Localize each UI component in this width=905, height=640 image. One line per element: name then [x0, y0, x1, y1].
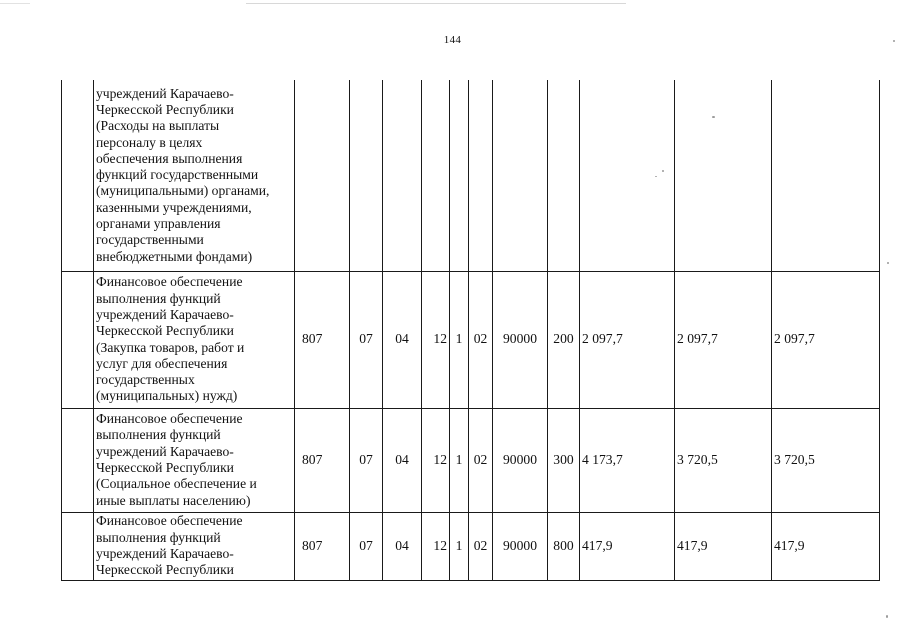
budget-table — [61, 80, 880, 581]
vr-cell: 300 — [548, 408, 580, 512]
table-row — [62, 512, 880, 580]
rz-cell: 07 — [350, 271, 383, 408]
scan-speck — [712, 116, 715, 118]
sum-year1-cell — [580, 80, 675, 271]
vr-cell — [548, 80, 580, 271]
cs-direction-cell: 90000 — [493, 271, 548, 408]
vr-cell: 800 — [548, 512, 580, 580]
rz-cell: 07 — [350, 408, 383, 512]
cs-event-cell — [469, 80, 493, 271]
row-number-cell — [62, 512, 94, 580]
cs-direction-cell: 90000 — [493, 512, 548, 580]
rz-cell: 07 — [350, 512, 383, 580]
table-row — [62, 408, 880, 512]
item-name-cell: Финансовое обеспечение выполнения функций учреждений Карачаево- Черкесской Республики (Закупка товаров, работ и услуг для обеспечения государственных (муниципальных) нужд) — [94, 271, 295, 408]
cs-subprogram-cell: 1 — [450, 512, 469, 580]
scan-speck — [886, 615, 888, 618]
ved-cell: 807 — [295, 408, 350, 512]
cs-direction-cell: 90000 — [493, 408, 548, 512]
pr-cell: 04 — [383, 271, 422, 408]
table-row — [62, 80, 880, 271]
cs-program-cell — [422, 80, 450, 271]
pr-cell: 04 — [383, 512, 422, 580]
sum-year2-cell: 2 097,7 — [675, 271, 772, 408]
table-row — [62, 271, 880, 408]
cs-subprogram-cell — [450, 80, 469, 271]
scan-speck — [662, 170, 664, 172]
scan-edge-line — [0, 3, 30, 4]
item-name-cell: Финансовое обеспечение выполнения функций учреждений Карачаево- Черкесской Республики (Социальное обеспечение и иные выплаты населению) — [94, 408, 295, 512]
rz-cell — [350, 80, 383, 271]
sum-year1-cell: 417,9 — [580, 512, 675, 580]
row-number-cell — [62, 271, 94, 408]
ved-cell: 807 — [295, 271, 350, 408]
scan-speck — [893, 40, 895, 42]
page-number: 144 — [443, 34, 462, 46]
pr-cell: 04 — [383, 408, 422, 512]
ved-cell: 807 — [295, 512, 350, 580]
cs-program-cell: 12 — [422, 271, 450, 408]
sum-year2-cell: 417,9 — [675, 512, 772, 580]
vr-cell: 200 — [548, 271, 580, 408]
cs-direction-cell — [493, 80, 548, 271]
sum-year2-cell: 3 720,5 — [675, 408, 772, 512]
sum-year2-cell — [675, 80, 772, 271]
cs-event-cell: 02 — [469, 271, 493, 408]
pr-cell — [383, 80, 422, 271]
sum-year3-cell: 3 720,5 — [772, 408, 880, 512]
sum-year3-cell: 417,9 — [772, 512, 880, 580]
scan-top-rule — [246, 3, 626, 4]
cs-event-cell: 02 — [469, 512, 493, 580]
sum-year1-cell: 2 097,7 — [580, 271, 675, 408]
item-name-cell: учреждений Карачаево- Черкесской Республики (Расходы на выплаты персоналу в целях обеспечения выполнения функций государственными (муниципальными) органами, казенными учреждениями, органами управления государственными внебюджетными фондами) — [94, 80, 295, 271]
cs-program-cell: 12 — [422, 512, 450, 580]
row-number-cell — [62, 80, 94, 271]
scan-speck — [655, 176, 657, 177]
cs-subprogram-cell: 1 — [450, 408, 469, 512]
sum-year3-cell — [772, 80, 880, 271]
scan-speck — [887, 262, 889, 264]
cs-program-cell: 12 — [422, 408, 450, 512]
row-number-cell — [62, 408, 94, 512]
cs-subprogram-cell: 1 — [450, 271, 469, 408]
sum-year1-cell: 4 173,7 — [580, 408, 675, 512]
ved-cell — [295, 80, 350, 271]
sum-year3-cell: 2 097,7 — [772, 271, 880, 408]
cs-event-cell: 02 — [469, 408, 493, 512]
item-name-cell: Финансовое обеспечение выполнения функций учреждений Карачаево- Черкесской Республики — [94, 512, 295, 580]
